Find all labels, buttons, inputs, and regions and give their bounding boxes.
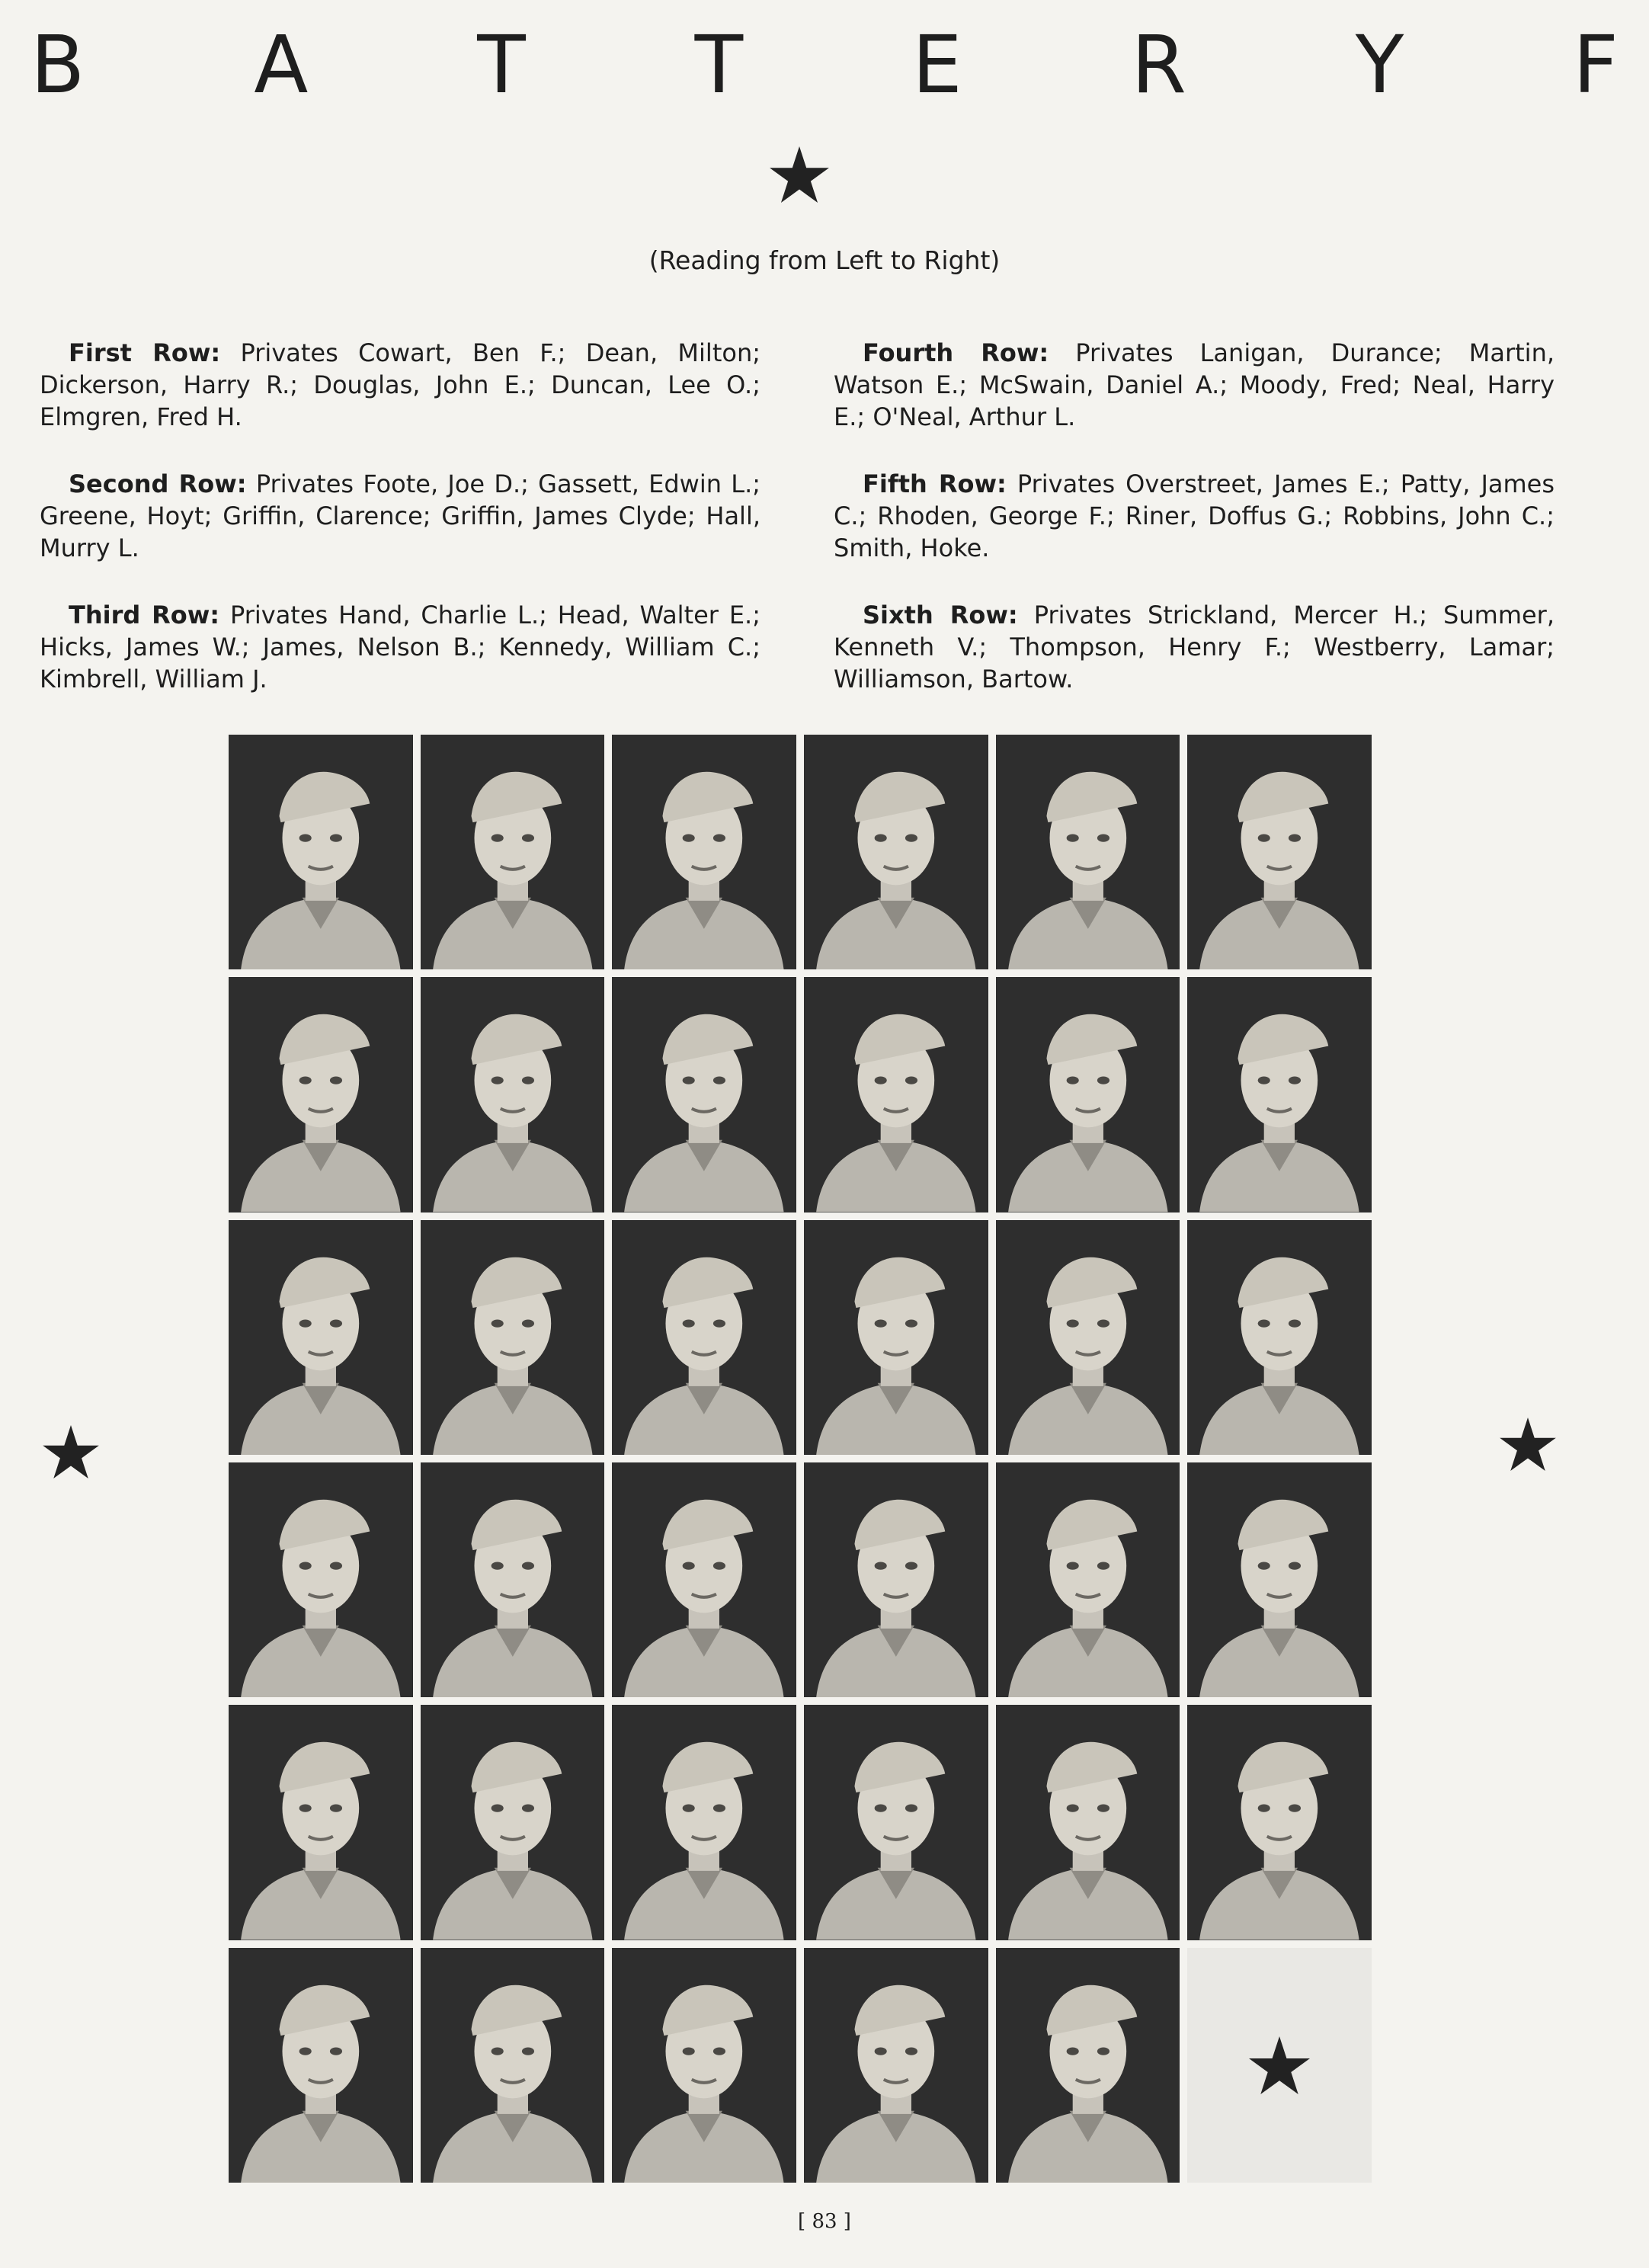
portrait-photo — [612, 1948, 796, 2183]
portrait-photo — [804, 1462, 988, 1697]
portrait-photo — [804, 1948, 988, 2183]
title-letter: Y — [1355, 18, 1404, 111]
portrait-photo — [421, 735, 605, 969]
portrait-photo — [804, 977, 988, 1212]
row-heading: Sixth Row: — [863, 601, 1018, 629]
portrait-photo — [804, 735, 988, 969]
portrait-photo — [229, 1705, 413, 1940]
portrait-photo — [996, 1220, 1180, 1455]
portrait-photo — [804, 1705, 988, 1940]
row-heading: Second Row: — [69, 469, 247, 498]
row-names: Privates Lanigan, Durance; Martin, Watson E.; McSwain, Daniel A.; Moody, Fred; Neal, Harry E.; O'Neal, Arthur L. — [834, 338, 1555, 431]
title-letter: A — [254, 18, 309, 111]
title-letter: E — [912, 18, 962, 111]
caption-third-row — [40, 599, 760, 695]
star-icon — [43, 1425, 99, 1478]
portrait-photo — [996, 735, 1180, 969]
portrait-photo — [612, 977, 796, 1212]
portrait-photo — [421, 1220, 605, 1455]
star-icon — [1249, 2036, 1310, 2094]
row-names: Privates Overstreet, James E.; Patty, James C.; Rhoden, George F.; Riner, Doffus G.; Robbins, John C.; Smith, Hoke. — [834, 469, 1555, 562]
caption-block — [40, 312, 1594, 694]
row-heading: First Row: — [69, 338, 221, 367]
row-names: Privates Foote, Joe D.; Gassett, Edwin L.; Greene, Hoyt; Griffin, Clarence; Griffin, James Clyde; Hall, Murry L. — [40, 469, 761, 562]
portrait-photo — [229, 1220, 413, 1455]
portrait-photo — [421, 977, 605, 1212]
portrait-photo — [229, 1462, 413, 1697]
portrait-photo — [1187, 977, 1372, 1212]
portrait-photo — [612, 1462, 796, 1697]
row-names: Privates Cowart, Ben F.; Dean, Milton; Dickerson, Harry R.; Douglas, John E.; Duncan, Lee O.; Elmgren, Fred H. — [40, 338, 761, 431]
title-letter: F — [1573, 18, 1619, 111]
title-letter: B — [30, 18, 85, 111]
star-filler-cell — [1187, 1948, 1372, 2183]
row-heading: Fifth Row: — [863, 469, 1007, 498]
portrait-photo — [1187, 1220, 1372, 1455]
row-names: Privates Strickland, Mercer H.; Summer, Kenneth V.; Thompson, Henry F.; Westberry, Lamar; Williamson, Bartow. — [834, 601, 1555, 694]
caption-sixth-row — [834, 599, 1555, 695]
portrait-photo — [421, 1948, 605, 2183]
portrait-photo — [1187, 735, 1372, 969]
caption-second-row — [40, 468, 760, 564]
caption-fifth-row — [834, 468, 1555, 564]
page-title — [30, 18, 1619, 111]
portrait-photo — [421, 1705, 605, 1940]
title-letter: T — [477, 18, 526, 111]
portrait-photo — [612, 735, 796, 969]
portrait-grid — [229, 735, 1372, 2183]
row-heading: Third Row: — [69, 601, 220, 629]
portrait-photo — [996, 977, 1180, 1212]
portrait-photo — [229, 1948, 413, 2183]
portrait-photo — [996, 1948, 1180, 2183]
portrait-photo — [804, 1220, 988, 1455]
row-names: Privates Hand, Charlie L.; Head, Walter E.; Hicks, James W.; James, Nelson B.; Kennedy, William C.; Kimbrell, William J. — [40, 601, 761, 694]
star-icon — [770, 146, 829, 203]
title-letter: T — [694, 18, 744, 111]
portrait-photo — [612, 1705, 796, 1940]
portrait-photo — [612, 1220, 796, 1455]
caption-fourth-row — [834, 337, 1555, 433]
title-letter: R — [1131, 18, 1186, 111]
page-number: [ 83 ] — [798, 2210, 851, 2233]
portrait-photo — [421, 1462, 605, 1697]
caption-first-row — [40, 337, 760, 433]
portrait-photo — [996, 1705, 1180, 1940]
portrait-photo — [996, 1462, 1180, 1697]
portrait-photo — [229, 977, 413, 1212]
row-heading: Fourth Row: — [863, 338, 1049, 367]
portrait-photo — [229, 735, 413, 969]
portrait-photo — [1187, 1462, 1372, 1697]
portrait-photo — [1187, 1705, 1372, 1940]
reading-direction-note: (Reading from Left to Right) — [648, 245, 1001, 275]
star-icon — [1500, 1418, 1556, 1471]
